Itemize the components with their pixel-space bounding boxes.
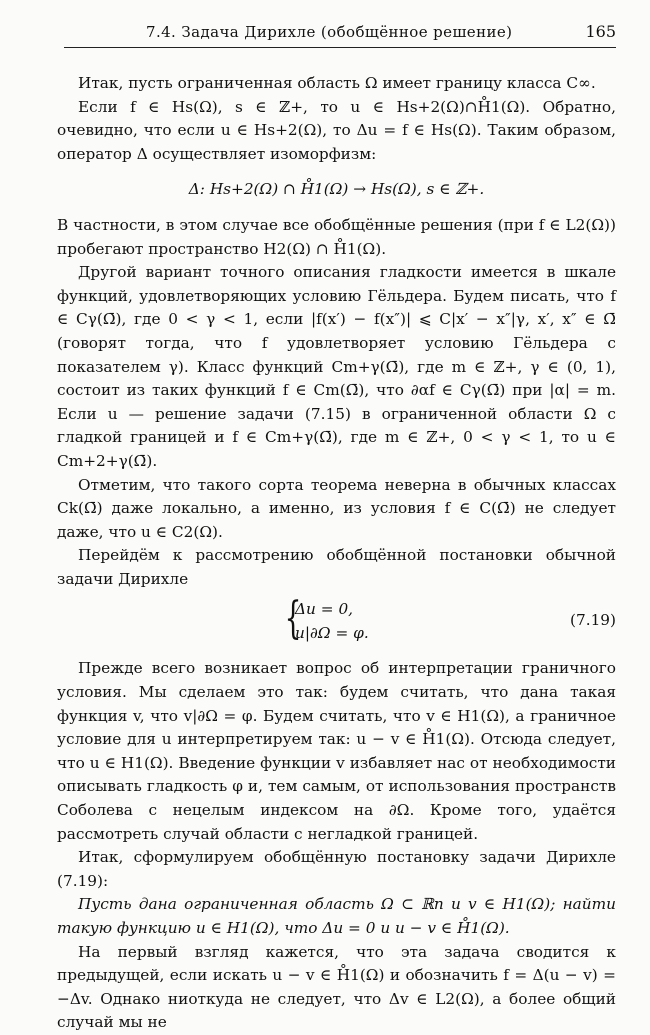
page-number: 165 — [585, 22, 616, 41]
dirichlet-system — [57, 595, 616, 651]
isomorphism-formula: Δ: Hs+2(Ω) ∩ H̊1(Ω) → Hs(Ω), s ∈ ℤ+. — [188, 180, 485, 199]
equation-tag: (7.19) — [570, 611, 616, 630]
paragraph: Итак, сформулируем обобщённую постановку задачи Дирихле (7.19): — [57, 848, 616, 890]
paragraph: Отметим, что такого сорта теорема неверна в обычных классах Ck(Ω̄) даже локально, а именно, из условия f ∈ C(Ω̄) не следует даже, что u ∈ C2(Ω). — [57, 475, 616, 541]
paragraph: Другой вариант точного описания гладкости имеется в шкале функций, удовлетворяющих условию Гёльдера. Будем писать, что f ∈ Cγ(Ω̄), где 0 < γ < 1, если |f(x′) − f(x″)| ⩽ C|x′ − x″|γ, x′, x″ ∈ Ω̄ (говорят тогда, что f удовлетворяет условию Гёльдера с показателем γ). Класс функций Cm+γ(Ω̄), где m ∈ ℤ+, γ ∈ (0, 1), состоит из таких функций f ∈ Cm(Ω̄), что ∂αf ∈ Cγ(Ω̄) при |α| = m. Если u — решение задачи (7.15) в ограниченной области Ω с гладкой границей и f ∈ Cm+γ(Ω̄), где m ∈ ℤ+, 0 < γ < 1, то u ∈ Cm+2+γ(Ω̄). — [57, 263, 616, 470]
system-eq-2: u|∂Ω = φ. — [295, 624, 369, 643]
paragraph: На первый взгляд кажется, что эта задача сводится к предыдущей, если искать u − v ∈ H̊1(Ω) и обозначить f = Δ(u − v) = −Δv. Однако ниоткуда не следует, что Δv ∈ L2(Ω), а более общий случай мы не — [57, 942, 616, 1032]
paragraph: Перейдём к рассмотрению обобщённой постановки обычной задачи Дирихле — [57, 546, 616, 588]
running-header — [64, 18, 616, 48]
system-equations — [295, 597, 369, 645]
paragraph: Прежде всего возникает вопрос об интерпретации граничного условия. Мы сделаем это так: будем считать, что дана такая функция v, что v|∂Ω = φ. Будем считать, что v ∈ H1(Ω), а граничное условие для u интерпретируем так: u − v ∈ H̊1(Ω). Отсюда следует, что u ∈ H1(Ω). Введение функции v избавляет нас от необходимости описывать гладкость φ и, тем самым, от использования пространств Соболева с нецелым индексом на ∂Ω. Кроме того, удаётся рассмотреть случай области с негладкой границей. — [57, 659, 616, 843]
problem-statement: Пусть дана ограниченная область Ω ⊂ ℝn и v ∈ H1(Ω); найти такую функцию u ∈ H1(Ω), что Δu = 0 и u − v ∈ H̊1(Ω). — [57, 895, 616, 937]
left-brace: { — [284, 593, 302, 645]
paragraph: Итак, пусть ограниченная область Ω имеет границу класса C∞. — [78, 74, 596, 92]
running-title: 7.4. Задача Дирихле (обобщённое решение) — [146, 23, 513, 41]
main-text — [57, 58, 616, 1035]
paragraph: Если f ∈ Hs(Ω), s ∈ ℤ+, то u ∈ Hs+2(Ω)∩H̊1(Ω). Обратно, очевидно, что если u ∈ Hs+2(Ω), то Δu = f ∈ Hs(Ω). Таким образом, оператор Δ осуществляет изоморфизм: — [57, 97, 616, 163]
system-eq-1: Δu = 0, — [295, 600, 354, 619]
paragraph: В частности, в этом случае все обобщённые решения (при f ∈ L2(Ω)) пробегают пространство H2(Ω) ∩ H̊1(Ω). — [57, 215, 616, 258]
